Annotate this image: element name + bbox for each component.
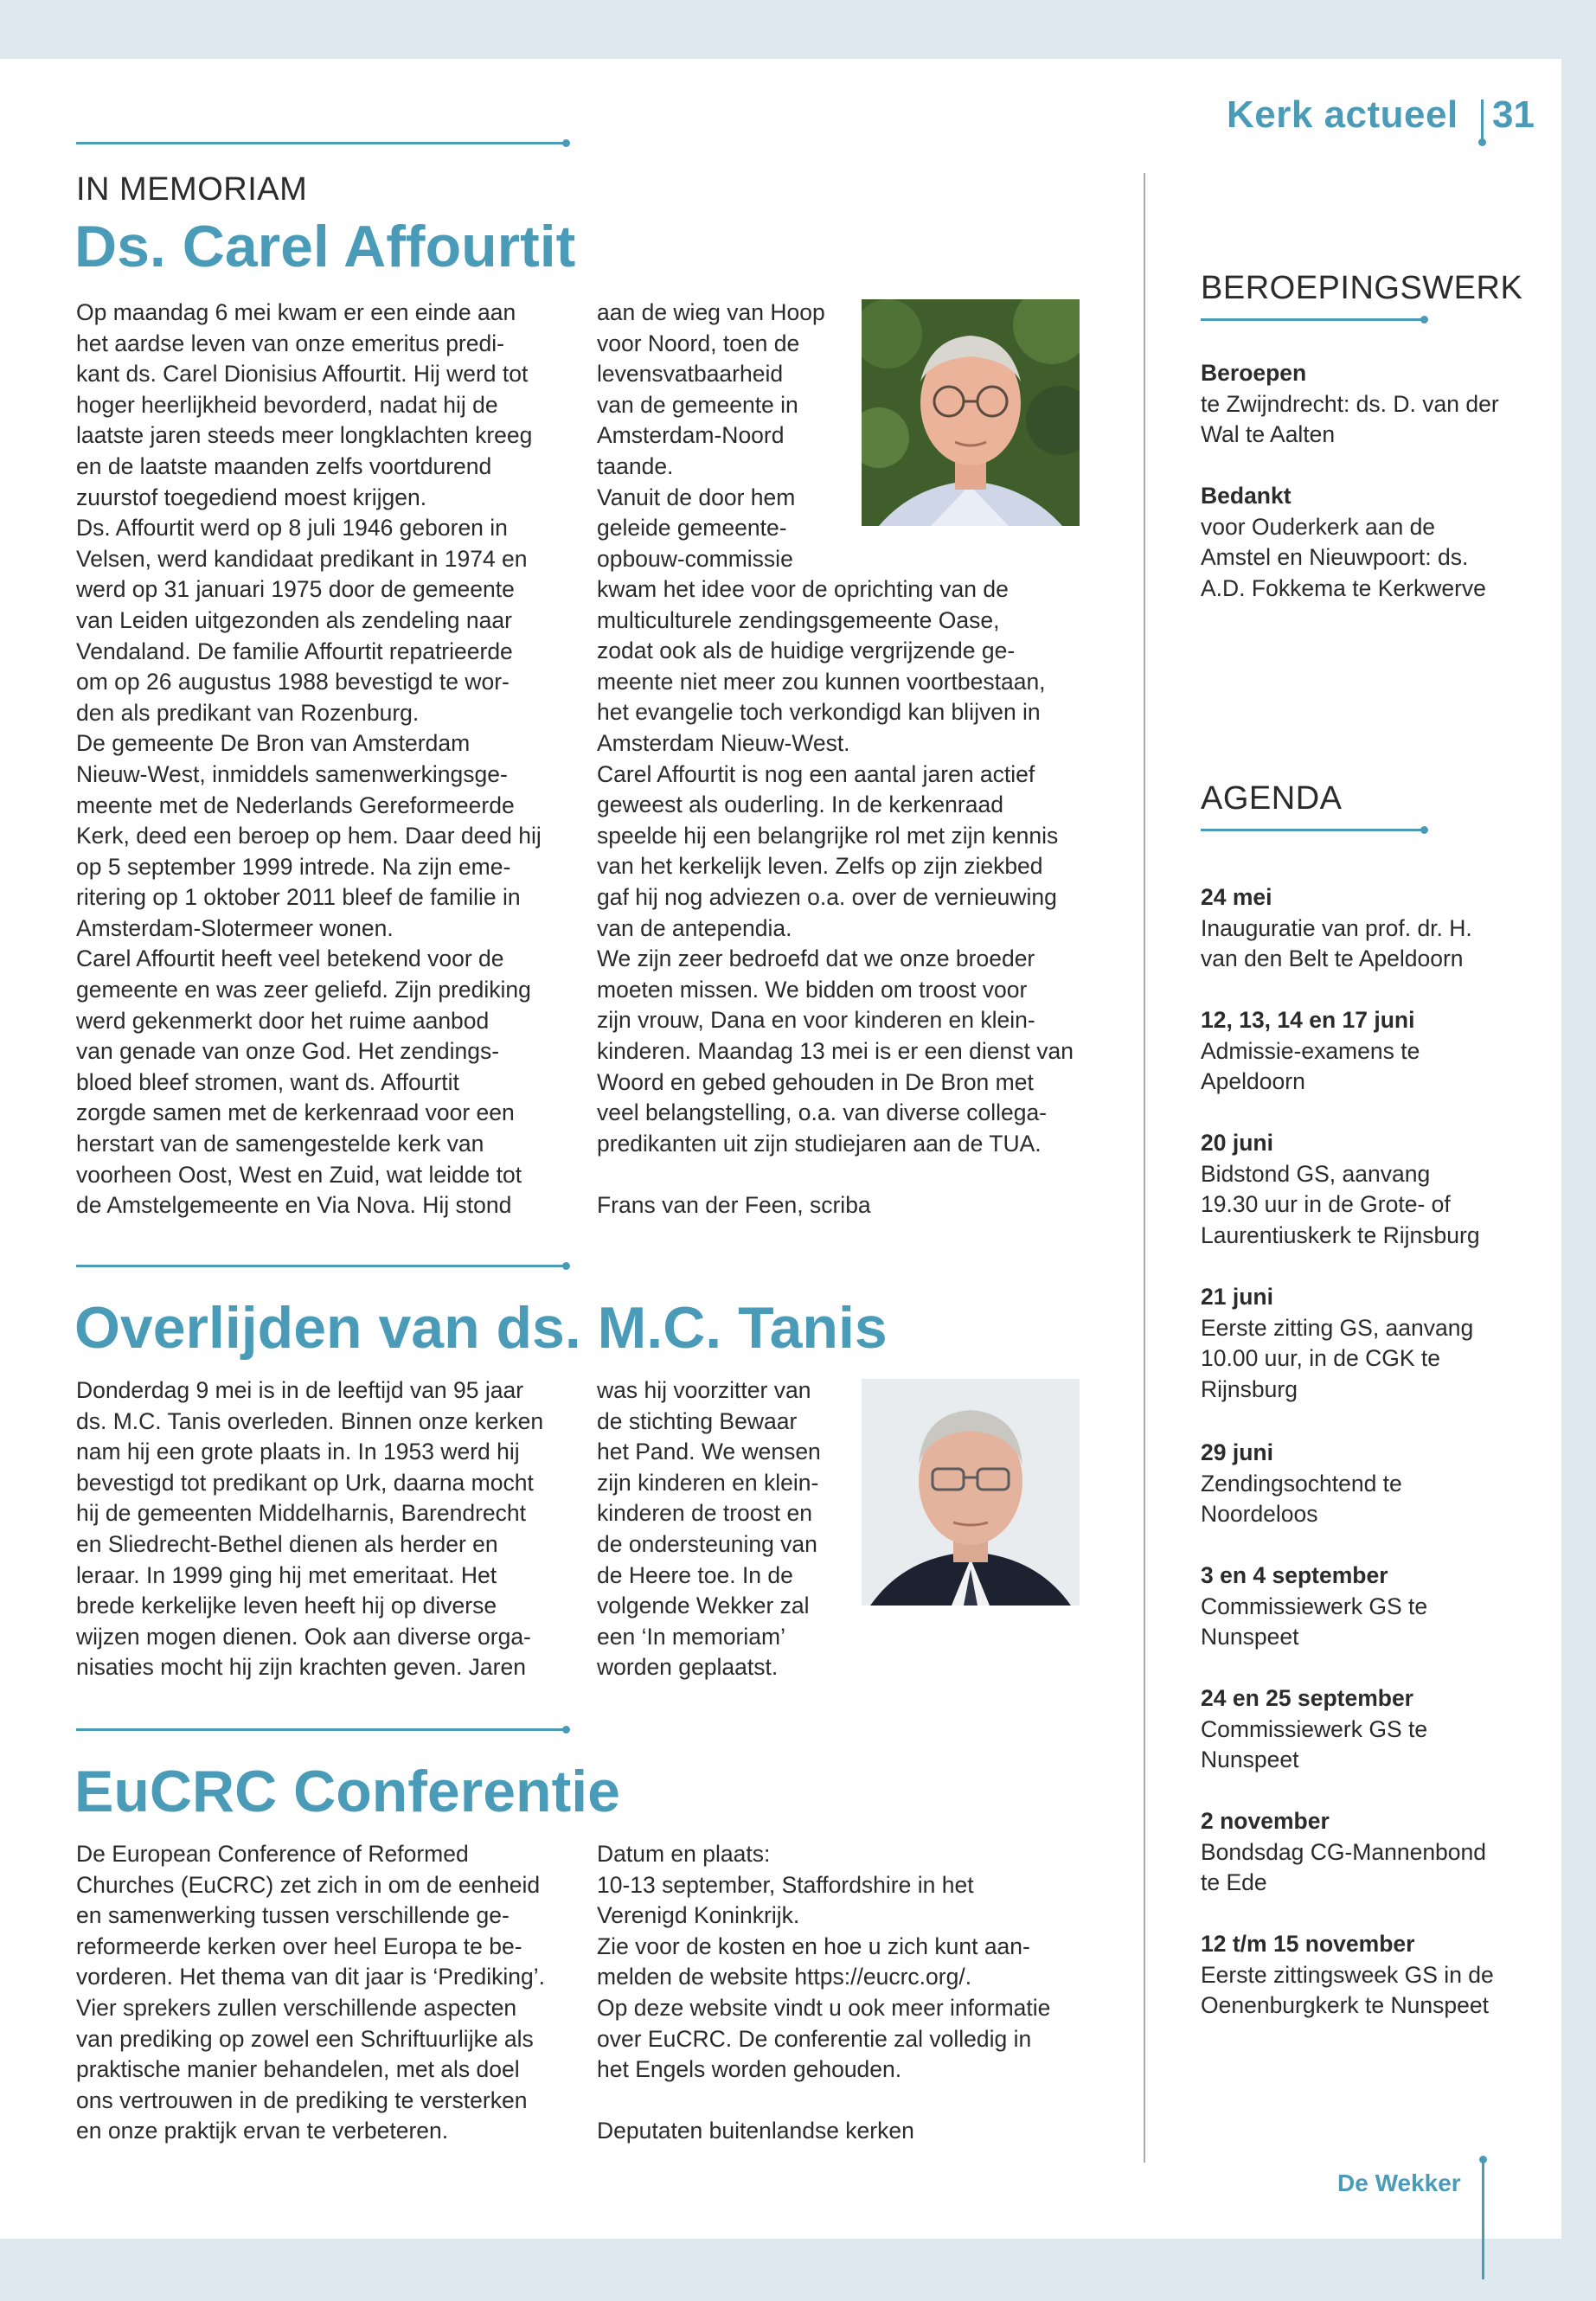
agenda-text: Commissiewerk GS te Nunspeet bbox=[1201, 1593, 1428, 1650]
sidebar-heading-beroepingswerk: BEROEPINGSWERK bbox=[1201, 270, 1523, 306]
article-column-right-top: aan de wieg van Hoop voor Noord, toen de levensvatbaarheid van de gemeente in Amsterdam-Noord taande. Vanuit de door hem geleide gemeente- opbouw-commissie bbox=[597, 299, 825, 572]
magazine-name: De Wekker bbox=[1337, 2170, 1461, 2196]
header-divider bbox=[1481, 99, 1484, 141]
article-column-left: Op maandag 6 mei kwam er een einde aan het aardse leven van onze emeritus predi- kant ds. Carel Dionisius Affourtit. Hij werd tot hoger heerlijkheid bevorderd, nadat hij de laatste jaren steeds meer longklachten kreeg en de laatste maanden zelfs voortdurend zuurstof toegediend moest krijgen. Ds. Affourtit werd op 8 juli 1946 geboren in Velsen, werd kandidaat predikant in 1974 en werd op 31 januari 1975 door de gemeente van Leiden uitgezonden als zendeling naar Vendaland. De familie Affourtit repatrieerde om op 26 augustus 1988 bevestigd te wor- den als predikant van Rozenburg. De gemeente De Bron van Amsterdam Nieuw-West, inmiddels samenwerkingsge- meente met de Nederlands Gereformeerde Kerk, deed een beroep op hem. Daar deed hij op 5 september 1999 intrede. Na zijn eme- ritering op 1 oktober 2011 bleef de familie in Amsterdam-Slotermeer wonen. Carel Affourtit heeft veel betekend voor de gemeente en was zeer geliefd. Zijn prediking werd gekenmerkt door het ruime aanbod van genade van onze God. Het zendings- bloed bleef stromen, want ds. Affourtit zorgde samen met de kerkenraad voor een herstart van de samengestelde kerk van voorheen Oost, West en Zuid, wat leidde tot de Amstelgemeente en Via Nova. Hij stond bbox=[76, 299, 542, 1219]
header-divider-dot bbox=[1478, 138, 1486, 146]
agenda-date: 2 november bbox=[1201, 1808, 1330, 1834]
agenda-item bbox=[1201, 1005, 1547, 1098]
article-title: Overlijden van ds. M.C. Tanis bbox=[74, 1295, 888, 1361]
entry-label: Bedankt bbox=[1201, 483, 1292, 509]
agenda-item bbox=[1201, 1929, 1547, 2022]
section-title: Kerk actueel bbox=[1227, 93, 1458, 136]
sidebar-entry bbox=[1201, 481, 1547, 604]
agenda-date: 12 t/m 15 november bbox=[1201, 1931, 1415, 1957]
article-column-left: De European Conference of Reformed Churches (EuCRC) zet zich in om de eenheid en samenwerking tussen verschillende ge- reformeerde kerken over heel Europa te be- vorderen. Het thema van dit jaar is ‘Prediking’. Vier sprekers zullen verschillende aspecten van prediking op zowel een Schriftuurlijke als praktische manier behandelen, met als doel ons vertrouwen in de prediking te versterken en onze praktijk ervan te verbeteren. bbox=[76, 1841, 546, 2144]
article-rule bbox=[76, 1265, 566, 1267]
article-column-right: kwam het idee voor de oprichting van de multiculturele zendingsgemeente Oase, zodat ook als de huidige vergrijzende ge- meente niet meer zou kunnen voortbestaan, het evangelie toch verkondigd kan blijven in Amsterdam Nieuw-West. Carel Affourtit is nog een aantal jaren actief geweest als ouderling. In de kerkenraad speelde hij een belangrijke rol met zijn kennis van het kerkelijk leven. Zelfs op zijn ziekbed gaf hij nog adviezen o.a. over de vernieuwing van de antependia. We zijn zeer bedroefd dat we onze broeder moeten missen. We bidden om troost voor zijn vrouw, Dana en voor kinderen en klein- kinderen. Maandag 13 mei is er een dienst van Woord en gebed gehouden in De Bron met veel belangstelling, o.a. van diverse collega- predikanten uit zijn studiejaren aan de TUA. bbox=[597, 576, 1074, 1157]
agenda-text: Zendingsochtend te Noordeloos bbox=[1201, 1470, 1402, 1528]
agenda-item bbox=[1201, 1282, 1547, 1405]
footer-divider bbox=[1482, 2163, 1484, 2279]
sidebar-heading-agenda: AGENDA bbox=[1201, 780, 1343, 817]
sidebar-divider bbox=[1144, 173, 1145, 2163]
article-kicker: IN MEMORIAM bbox=[76, 171, 308, 208]
article-column-left: Donderdag 9 mei is in de leeftijd van 95 jaar ds. M.C. Tanis overleden. Binnen onze kerken nam hij een grote plaats in. In 1953 werd hij bevestigd tot predikant op Urk, daarna mocht hij de gemeenten Middelharnis, Barendrecht en Sliedrecht-Bethel dienen als herder en leraar. In 1999 ging hij met emeritaat. Het brede kerkelijke leven heeft hij op diverse wijzen mogen dienen. Ook aan diverse orga- nisaties mocht hij zijn krachten geven. Jaren bbox=[76, 1377, 544, 1681]
agenda-date: 24 en 25 september bbox=[1201, 1685, 1413, 1711]
sidebar-rule bbox=[1201, 318, 1424, 321]
article-signature: Deputaten buitenlandse kerken bbox=[597, 2118, 914, 2144]
agenda-text: Bidstond GS, aanvang 19.30 uur in de Grote- of Laurentiuskerk te Rijnsburg bbox=[1201, 1160, 1480, 1248]
agenda-text: Eerste zitting GS, aanvang 10.00 uur, in de CGK te Rijnsburg bbox=[1201, 1314, 1474, 1402]
agenda-date: 12, 13, 14 en 17 juni bbox=[1201, 1007, 1415, 1033]
portrait-affourtit-illustration bbox=[862, 299, 1080, 526]
agenda-item bbox=[1201, 882, 1547, 975]
agenda-item bbox=[1201, 1683, 1547, 1776]
entry-text: te Zwijndrecht: ds. D. van der Wal te Aalten bbox=[1201, 390, 1499, 448]
agenda-text: Commissiewerk GS te Nunspeet bbox=[1201, 1715, 1428, 1773]
sidebar-rule bbox=[1201, 829, 1424, 831]
article-title: EuCRC Conferentie bbox=[74, 1759, 620, 1824]
agenda-date: 29 juni bbox=[1201, 1439, 1273, 1465]
agenda-text: Eerste zittingsweek GS in de Oenenburgkerk te Nunspeet bbox=[1201, 1961, 1494, 2019]
article-title: Ds. Carel Affourtit bbox=[74, 214, 576, 279]
page-number: 31 bbox=[1492, 93, 1535, 136]
article-rule bbox=[76, 142, 566, 144]
sidebar-entry bbox=[1201, 358, 1547, 451]
agenda-item bbox=[1201, 1806, 1547, 1899]
article-column-right: was hij voorzitter van de stichting Bewaar het Pand. We wensen zijn kinderen en klein- kinderen de troost en de ondersteuning van de Heere toe. In de volgende Wekker zal een ‘In memoriam’ worden geplaatst. bbox=[597, 1377, 821, 1681]
agenda-date: 3 en 4 september bbox=[1201, 1562, 1388, 1588]
article-signature: Frans van der Feen, scriba bbox=[597, 1192, 871, 1218]
agenda-text: Bondsdag CG-Mannenbond te Ede bbox=[1201, 1838, 1487, 1896]
entry-label: Beroepen bbox=[1201, 360, 1307, 386]
agenda-text: Inauguratie van prof. dr. H. van den Belt te Apeldoorn bbox=[1201, 914, 1472, 972]
portrait-tanis-illustration bbox=[862, 1379, 1080, 1606]
agenda-date: 20 juni bbox=[1201, 1130, 1273, 1156]
agenda-date: 24 mei bbox=[1201, 884, 1272, 910]
portrait-photo bbox=[862, 299, 1080, 526]
entry-text: voor Ouderkerk aan de Amstel en Nieuwpoort: ds. A.D. Fokkema te Kerkwerve bbox=[1201, 513, 1486, 601]
agenda-item bbox=[1201, 1438, 1547, 1530]
agenda-item bbox=[1201, 1561, 1547, 1653]
agenda-item bbox=[1201, 1128, 1547, 1251]
agenda-text: Admissie-examens te Apeldoorn bbox=[1201, 1037, 1420, 1095]
article-column-right: Datum en plaats: 10-13 september, Staffordshire in het Verenigd Koninkrijk. Zie voor de kosten en hoe u zich kunt aan- melden de website https://eucrc.org/. Op deze website vindt u ook meer informatie over EuCRC. De conferentie zal volledig in het Engels worden gehouden. bbox=[597, 1841, 1051, 2083]
article-rule bbox=[76, 1728, 566, 1731]
portrait-photo bbox=[862, 1379, 1080, 1606]
agenda-date: 21 juni bbox=[1201, 1284, 1273, 1310]
